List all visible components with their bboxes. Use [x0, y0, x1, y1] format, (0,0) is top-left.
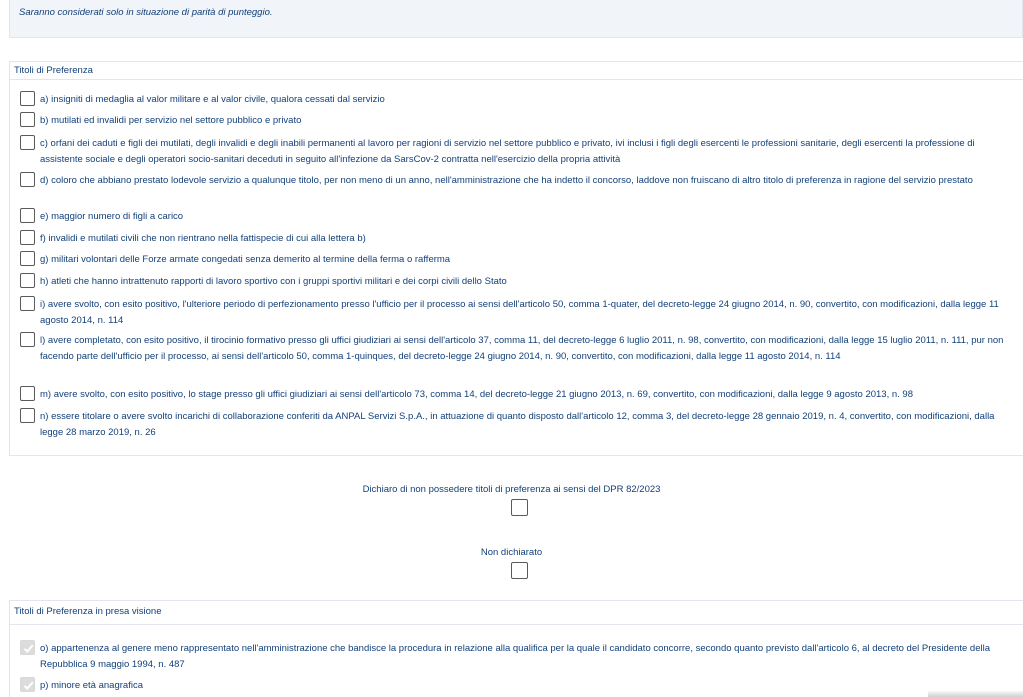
- non-dichiarato-label: Non dichiarato: [480, 547, 543, 558]
- dichiarazione-label: Dichiaro di non possedere titoli di preferenza ai sensi del DPR 82/2023: [362, 484, 661, 495]
- titoli-presa-visione-panel: [9, 600, 1023, 697]
- dichiarazione-block: [0, 484, 1023, 495]
- checkbox-i[interactable]: [20, 296, 35, 311]
- checkbox-l[interactable]: [20, 332, 35, 347]
- preferenza-label-e: e) maggior numero di figli a carico: [40, 211, 184, 222]
- preferenza-label-f: f) invalidi e mutilati civili che non rientrano nella fattispecie di cui alla lettera b): [40, 233, 366, 244]
- preferenza-label-l: l) avere completato, con esito positivo, il tirocinio formativo presso gli uffici giudiziari ai sensi dell'articolo 37, comma 11, del decreto-legge 6 luglio 2011, n. 98, convertito, con modificazioni, dalla legge 15 luglio 2011, n. 111, pur non facendo parte dell'ufficio per il processo, ai sensi dell'articolo 50, comma 1-quinques, del decreto-legge 24 giugno 2014, n. 90, convertito, con modificazioni, dalla legge 11 agosto 2014, n. 114: [40, 335, 1004, 362]
- checkbox-d[interactable]: [20, 172, 35, 187]
- checkbox-e[interactable]: [20, 208, 35, 223]
- preferenza-label-a: a) insigniti di medaglia al valor militare e al valor civile, qualora cessati dal servizio: [40, 94, 385, 105]
- preferenza-label-m: m) avere svolto, con esito positivo, lo stage presso gli uffici giudiziari ai sensi dell'articolo 73, comma 14, del decreto-legge 21 giugno 2013, n. 69, convertito, con modificazioni, dalla legge 9 agosto 2013, n. 98: [40, 389, 913, 400]
- preferenza-label-n: n) essere titolare o avere svolto incarichi di collaborazione conferiti da ANPAL Servizi S.p.A., in attuazione di quanto disposto dall'articolo 12, comma 3, del decreto-legge 28 gennaio 2019, n. 4, convertito, con modificazioni, dalla legge 28 marzo 2019, n. 26: [40, 411, 995, 438]
- checkbox-c[interactable]: [20, 135, 35, 150]
- non-dichiarato-checkbox[interactable]: [511, 562, 528, 579]
- titoli-presa-visione-title: Titoli di Preferenza in presa visione: [10, 601, 1023, 625]
- titoli-preferenza-title: Titoli di Preferenza: [10, 62, 1023, 80]
- checkbox-h[interactable]: [20, 273, 35, 288]
- preferenza-label-b: b) mutilati ed invalidi per servizio nel settore pubblico e privato: [40, 115, 302, 126]
- preferenza-label-g: g) militari volontari delle Forze armate congedati senza demerito al termine della ferma o rafferma: [40, 254, 451, 265]
- preferenza-label-i: i) avere svolto, con esito positivo, l'ulteriore periodo di perfezionamento presso l'ufficio per il processo ai sensi dell'articolo 50, comma 1-quater, del decreto-legge 24 giugno 2014, n. 90, convertito, con modificazioni, dalla legge 11 agosto 2014, n. 114: [40, 299, 999, 326]
- checkbox-p-checked: [20, 677, 35, 692]
- non-dichiarato-block: [0, 547, 1023, 558]
- preferenza-label-h: h) atleti che hanno intrattenuto rapporti di lavoro sportivo con i gruppi sportivi militari e dei corpi civili dello Stato: [40, 276, 507, 287]
- notice-box: [9, 0, 1023, 38]
- notice-text: Saranno considerati solo in situazione di parità di punteggio.: [19, 7, 273, 18]
- bottom-edge-shadow: [928, 690, 1023, 697]
- checkbox-o-checked: [20, 640, 35, 655]
- presa-visione-label-p: p) minore età anagrafica: [40, 680, 143, 691]
- preferenza-label-c: c) orfani dei caduti e figli dei mutilati, degli invalidi e degli inabili permanenti al lavoro per ragioni di servizio nel settore pubblico e privato, ivi inclusi i figli degli esercenti le professioni sanitarie, degli esercenti la professione di assistente sociale e degli operatori socio-sanitari deceduti in seguito all'infezione da SarsCov-2 contratta nell'esercizio della propria attività: [40, 138, 975, 165]
- check-icon: [22, 679, 35, 692]
- dichiarazione-checkbox[interactable]: [511, 499, 528, 516]
- titoli-preferenza-panel: [9, 61, 1023, 456]
- checkbox-m[interactable]: [20, 386, 35, 401]
- checkbox-b[interactable]: [20, 112, 35, 127]
- checkbox-g[interactable]: [20, 251, 35, 266]
- checkbox-n[interactable]: [20, 408, 35, 423]
- preferenza-label-d: d) coloro che abbiano prestato lodevole servizio a qualunque titolo, per non meno di un anno, nell'amministrazione che ha indetto il concorso, laddove non fruiscano di altro titolo di preferenza in ragione del servizio prestato: [40, 175, 973, 186]
- check-icon: [22, 642, 35, 655]
- checkbox-a[interactable]: [20, 91, 35, 106]
- checkbox-f[interactable]: [20, 230, 35, 245]
- presa-visione-label-o: o) appartenenza al genere meno rappresentato nell'amministrazione che bandisce la procedura in relazione alla qualifica per la quale il candidato concorre, secondo quanto previsto dall'articolo 6, al decreto del Presidente della Repubblica 9 maggio 1994, n. 487: [40, 643, 990, 670]
